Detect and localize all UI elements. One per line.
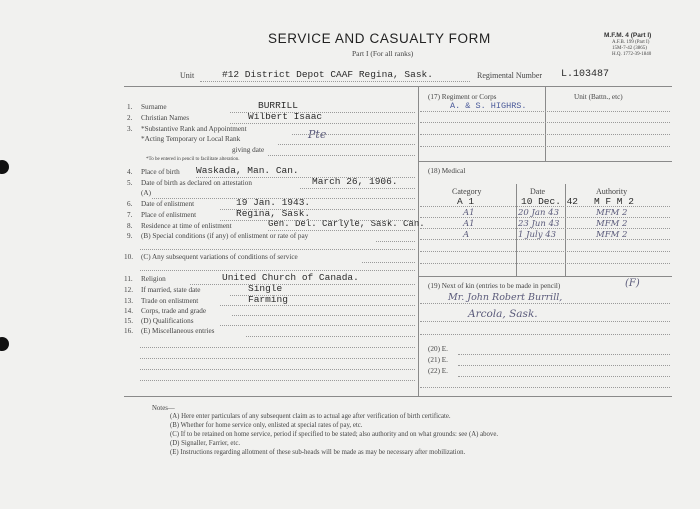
medical-row3-authority: MFM 2 (596, 219, 628, 229)
note-a: (A) Here enter particulars of any subsequent claim as to actual age after verification of birth certificate. (170, 413, 451, 420)
dotted-line (152, 198, 415, 199)
field-num-11: 11. (124, 275, 133, 283)
note-d: (D) Signaller, Farrier, etc. (170, 440, 241, 447)
medical-row2-category: A1 (463, 208, 475, 218)
form-ref-line1: A.F.B. 199 (Part I) (612, 40, 650, 45)
dotted-line (420, 146, 670, 147)
medical-row2-authority: MFM 2 (596, 208, 628, 218)
extra-entry-21: (21) E. (428, 356, 448, 364)
field-num-12: 12. (124, 286, 133, 294)
field-num-14: 14. (124, 307, 133, 315)
place-of-enlistment-value: Regina, Sask. (236, 208, 311, 219)
surname-value: BURRILL (258, 100, 298, 111)
next-of-kin-label: (19) Next of kin (entries to be made in pencil) (428, 282, 561, 290)
dotted-line (268, 155, 415, 156)
field-num-2: 2. (127, 114, 133, 122)
dotted-line (220, 305, 415, 306)
field-num-9: 9. (127, 232, 133, 240)
note-a-marker: (A) (141, 189, 151, 197)
marital-value: Single (248, 283, 283, 294)
christian-names-value: Wilbert Isaac (248, 111, 323, 122)
dotted-line (220, 220, 415, 221)
dotted-line (420, 134, 670, 135)
form-ref-line2: 15M-7-42 (3865) (612, 46, 647, 51)
residence-label: Residence at time of enlistment (141, 222, 232, 230)
medical-bottom-rule (419, 276, 672, 277)
medical-header-authority: Authority (596, 187, 628, 196)
dotted-line (300, 188, 415, 189)
trade-value: Farming (248, 294, 288, 305)
punch-hole-bottom (0, 337, 9, 351)
field-num-15: 15. (124, 317, 133, 325)
extra-entry-20: (20) E. (428, 345, 448, 353)
christian-names-label: Christian Names (141, 114, 190, 122)
next-of-kin-address: Arcola, Sask. (468, 308, 538, 320)
form-ref-line3: H.Q. 1772-39-1840 (612, 52, 652, 57)
dotted-line (420, 122, 670, 123)
field-num-10: 10. (124, 253, 133, 261)
dotted-line (140, 270, 415, 271)
acting-rank-value: Pte (308, 128, 327, 141)
field-num-16: 16. (124, 327, 133, 335)
trade-label: Trade on enlistment (141, 297, 199, 305)
dotted-line (246, 336, 415, 337)
residence-value: Gen. Del. Carlyle, Sask. Can. (268, 219, 425, 229)
dotted-line (420, 217, 670, 218)
place-of-birth-value: Waskada, Man. Can. (196, 165, 299, 176)
dotted-line (420, 387, 670, 388)
marital-label: If married, state date (141, 286, 201, 294)
regiment-label: (17) Regiment or Corps (428, 93, 497, 101)
middle-divider (418, 86, 419, 396)
note-e: (E) Instructions regarding allotment of these sub-heads will be made as may be necessary after mobilization. (170, 449, 466, 456)
dotted-line (140, 380, 415, 381)
qualifications-label: (D) Qualifications (141, 317, 194, 325)
medical-row2-date: 20 Jan 43 (518, 208, 559, 218)
field-num-4: 4. (127, 168, 133, 176)
next-of-kin-mark: (F) (625, 278, 640, 289)
medical-label: (18) Medical (428, 167, 466, 175)
dotted-line (232, 315, 415, 316)
unit-label: Unit (180, 71, 195, 80)
date-of-birth-label: Date of birth as declared on attestation (141, 179, 252, 187)
acting-rank-label: *Acting Temporary or Local Rank (141, 135, 241, 143)
medical-row4-authority: MFM 2 (596, 230, 628, 240)
medical-row4-category: A (463, 230, 470, 240)
note-b: (B) Whether for home service only, enlisted at special rates of pay, etc. (170, 422, 363, 429)
regiment-divider (545, 86, 546, 161)
dotted-line (458, 376, 670, 377)
field-num-3: 3. (127, 125, 133, 133)
field-num-6: 6. (127, 200, 133, 208)
unit-battn-label: Unit (Battn., etc) (574, 93, 623, 101)
dotted-line (292, 134, 415, 135)
medical-row3-category: A1 (463, 219, 475, 229)
misc-entries-label: (E) Miscellaneous entries (141, 327, 215, 335)
dotted-line (376, 241, 415, 242)
religion-label: Religion (141, 275, 166, 283)
dotted-line (220, 209, 415, 210)
unit-value: #12 District Depot CAAF Regina, Sask. (222, 69, 433, 80)
surname-label: Surname (141, 103, 167, 111)
variations-label: (C) Any subsequent variations of conditions of service (141, 253, 298, 261)
place-of-birth-label: Place of birth (141, 168, 180, 176)
field-num-8: 8. (127, 222, 133, 230)
date-of-enlistment-value: 19 Jan. 1943. (236, 197, 311, 208)
dotted-line (420, 206, 670, 207)
regiment-value: A. & S. HIGHRS. (450, 101, 527, 111)
field-num-7: 7. (127, 211, 133, 219)
dotted-line (140, 347, 415, 348)
dotted-line (268, 230, 415, 231)
dotted-line (362, 262, 415, 263)
medical-header-date: Date (530, 187, 546, 196)
substantive-rank-label: *Substantive Rank and Appointment (141, 125, 247, 133)
dotted-line (140, 249, 415, 250)
header-dotted-line (200, 81, 470, 82)
medical-row1-date: 10 Dec. 42 (521, 196, 579, 207)
form-ref-code: M.F.M. 4 (Part I) (604, 32, 652, 39)
punch-hole-top (0, 160, 9, 174)
place-of-enlistment-label: Place of enlistment (141, 211, 197, 219)
field-num-1: 1. (127, 103, 133, 111)
bottom-rule (124, 396, 672, 397)
top-rule (124, 86, 672, 87)
dotted-line (230, 112, 415, 113)
note-c: (C) If to be retained on home service, period if specified to be stated; also authority and on what grounds: see (A) above. (170, 431, 499, 438)
dotted-line (420, 303, 670, 304)
dotted-line (278, 144, 415, 145)
dotted-line (458, 365, 670, 366)
corps-trade-label: Corps, trade and grade (141, 307, 207, 315)
date-of-birth-value: March 26, 1906. (312, 176, 398, 187)
dotted-line (420, 334, 670, 335)
field-num-13: 13. (124, 297, 133, 305)
date-of-enlistment-label: Date of enlistment (141, 200, 195, 208)
field-num-5: 5. (127, 179, 133, 187)
regiment-bottom-rule (419, 161, 672, 162)
dotted-line (420, 321, 670, 322)
regimental-number-label: Regimental Number (477, 71, 543, 80)
form-subtitle: Part I (For all ranks) (352, 49, 414, 58)
regimental-number-value: L.103487 (561, 69, 610, 80)
special-conditions-label: (B) Special conditions (if any) of enlistment or rate of pay (141, 232, 309, 240)
extra-entry-22: (22) E. (428, 367, 448, 375)
dotted-line (420, 111, 670, 112)
medical-row1-category: A 1 (457, 196, 475, 207)
dotted-line (220, 325, 415, 326)
medical-row1-authority: M F M 2 (594, 196, 634, 207)
dotted-line (420, 239, 670, 240)
dotted-line (230, 123, 415, 124)
dotted-line (196, 177, 415, 178)
dotted-line (230, 295, 415, 296)
dotted-line (420, 228, 670, 229)
medical-row3-date: 23 Jun 43 (518, 219, 560, 229)
notes-label: Notes— (152, 405, 175, 412)
pencil-note: *To be entered in pencil to facilitate alteration. (146, 157, 240, 162)
dotted-line (190, 284, 415, 285)
giving-date-label: giving date (232, 146, 265, 154)
medical-header-category: Category (452, 187, 482, 196)
dotted-line (458, 354, 670, 355)
medical-row4-date: 1 July 43 (518, 230, 557, 240)
dotted-line (140, 358, 415, 359)
dotted-line (420, 251, 670, 252)
dotted-line (420, 263, 670, 264)
religion-value: United Church of Canada. (222, 272, 359, 283)
next-of-kin-name: Mr. John Robert Burrill, (448, 292, 563, 303)
form-title: SERVICE AND CASUALTY FORM (268, 31, 491, 46)
dotted-line (140, 369, 415, 370)
